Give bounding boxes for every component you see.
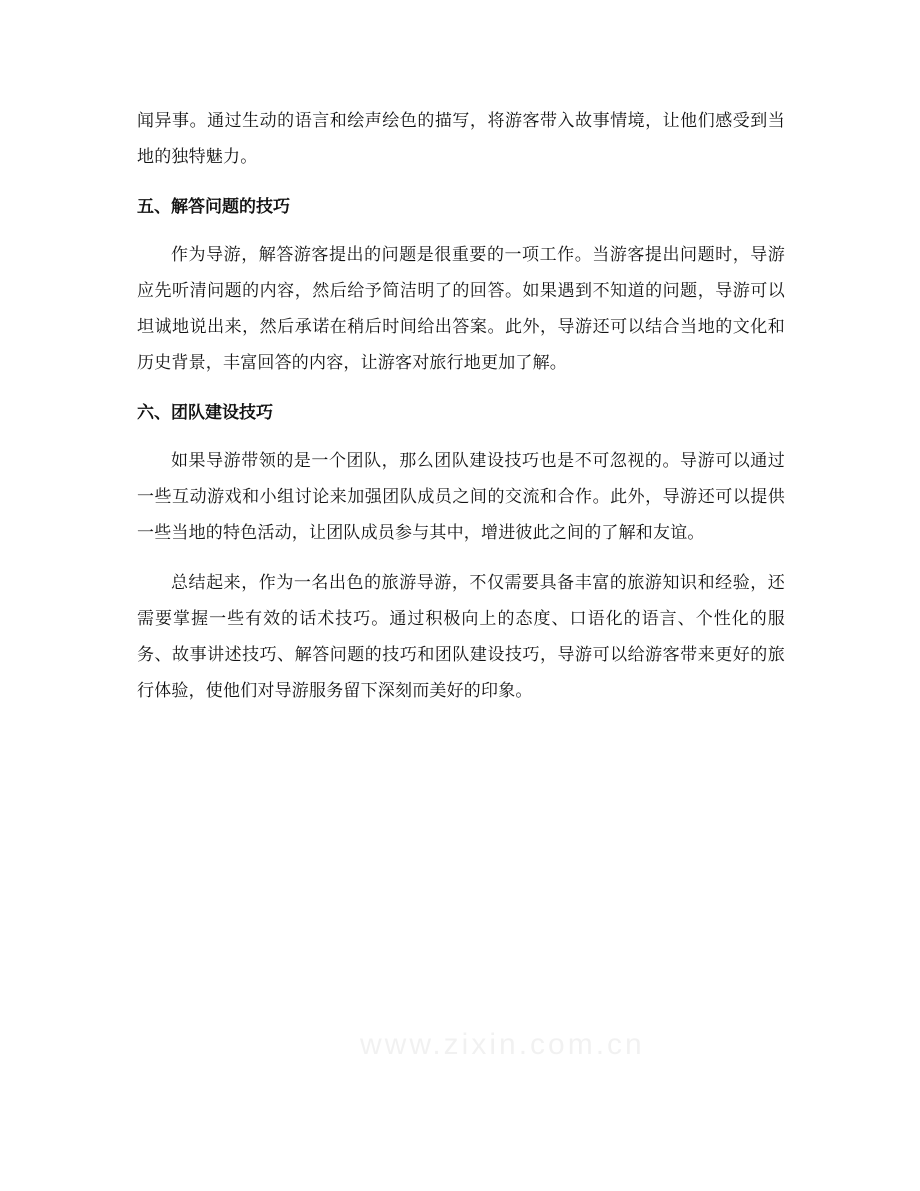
intro-paragraph: 闻异事。通过生动的语言和绘声绘色的描写，将游客带入故事情境，让他们感受到当地的独特魅力。 — [137, 111, 785, 167]
section-heading-team-building: 六、团队建设技巧 — [137, 403, 273, 423]
document-body — [137, 103, 785, 709]
section-heading-answering-questions: 五、解答问题的技巧 — [137, 197, 290, 217]
section-paragraph-team-building: 如果导游带领的是一个团队，那么团队建设技巧也是不可忽视的。导游可以通过一些互动游戏和小组讨论来加强团队成员之间的交流和合作。此外，导游还可以提供一些当地的特色活动，让团队成员参与其中，增进彼此之间的了解和友谊。 — [137, 451, 785, 543]
section-paragraph-answering-questions: 作为导游，解答游客提出的问题是很重要的一项工作。当游客提出问题时，导游应先听清问题的内容，然后给予简洁明了的回答。如果遇到不知道的问题，导游可以坦诚地说出来，然后承诺在稍后时间给出答案。此外，导游还可以结合当地的文化和历史背景，丰富回答的内容，让游客对旅行地更加了解。 — [137, 245, 785, 373]
summary-paragraph: 总结起来，作为一名出色的旅游导游，不仅需要具备丰富的旅游知识和经验，还需要掌握一些有效的话术技巧。通过积极向上的态度、口语化的语言、个性化的服务、故事讲述技巧、解答问题的技巧和团队建设技巧，导游可以给游客带来更好的旅行体验，使他们对导游服务留下深刻而美好的印象。 — [137, 573, 785, 701]
watermark: www.zixin.com.cn — [360, 1028, 645, 1061]
